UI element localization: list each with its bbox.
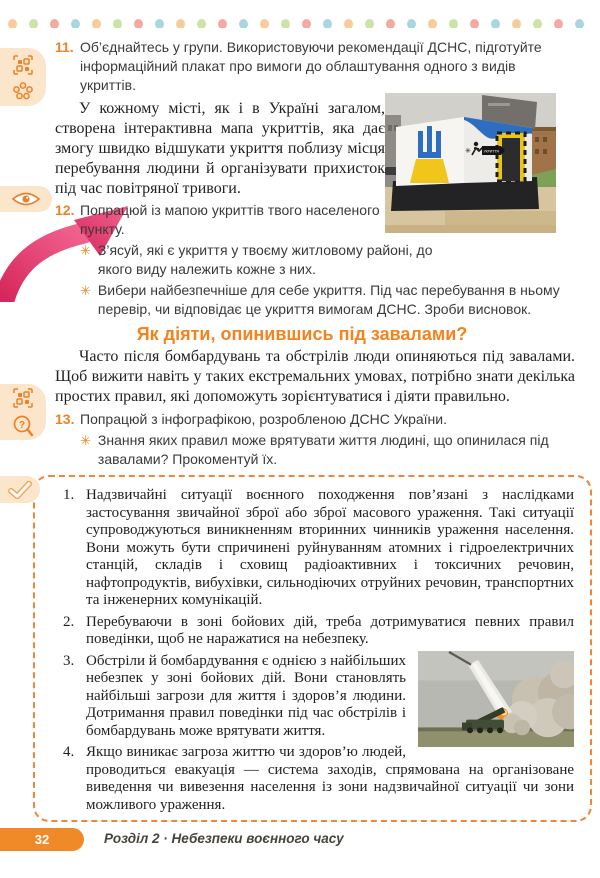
rule-item-4 bbox=[61, 744, 574, 814]
intro-map-paragraph: У кожному місті, як і в Україні загалом, створена інтерактивна мапа укриттів, яка дає змогу швидко відшукати укриття поблизу місця перебування людини й організувати прихисток під час повітряної тривоги. bbox=[55, 100, 385, 197]
task-12-bullet-1 bbox=[55, 241, 575, 279]
eye-icon bbox=[11, 191, 41, 207]
task-text: Попрацюй з інфографікою, розробленою ДСНС України. bbox=[80, 411, 447, 427]
task-text: Об’єднайтесь у групи. Використовуючи рекомендації ДСНС, підготуйте інформаційний плакат про вимоги до облаштування одного з видів укриттів. bbox=[80, 39, 542, 93]
question-search-icon bbox=[12, 414, 34, 438]
asterisk-bullet-icon: ✳ bbox=[80, 433, 91, 448]
check-icon bbox=[8, 481, 32, 499]
asterisk-bullet-icon: ✳ bbox=[80, 243, 91, 258]
rule-number: 3. bbox=[63, 652, 75, 669]
task-12 bbox=[55, 201, 575, 239]
svg-text:УКРИТТЯ: УКРИТТЯ bbox=[483, 149, 499, 154]
rule-item-1 bbox=[61, 487, 574, 610]
observe-margin-tab bbox=[0, 186, 52, 212]
rule-text: Надзвичайні ситуації воєнного походження пов’язані з наслідками застосування звичайної зброї або зброї масового ураження. Такі ситуації супроводжуються виникненням вторинних чинників ураження населення. Вони можуть бути спричинені руйнуванням атомних і гідроелектричних станцій, складів і сховищ радіоактивних і токсичних речовин, нафтопродуктів, вибухівки, сильнодіючих отруйних речовин, транспортних та інженерних комунікацій. bbox=[86, 487, 574, 608]
task-number: 13. bbox=[55, 411, 75, 427]
task-11 bbox=[55, 38, 575, 95]
task-number: 12. bbox=[55, 202, 75, 218]
rule-text: Обстріли й бомбардування є однією з найбільших небезпек у зоні бойових дій. Вони становлять найбільші загрози для життя і здоров’я людини. Дотримання правил поведінки під час обстрілів і бомбардувань може врятувати життя. bbox=[86, 652, 406, 739]
task13-margin-tab bbox=[0, 384, 46, 440]
rule-number: 1. bbox=[63, 487, 75, 503]
rules-box bbox=[33, 475, 592, 822]
qr-code-icon bbox=[12, 387, 34, 409]
page-number-badge bbox=[0, 828, 84, 851]
bullet-text: Знання яких правил може врятувати життя людині, що опинилася під завалами? Прокоментуй їх. bbox=[97, 432, 549, 467]
rule-text: Якщо виникає загроза життю чи здоров’ю людей, проводиться евакуація — система заходів, спрямована на організоване виведення чи вивезення населення із зони надзвичайної ситуації чи зони можливого ураження. bbox=[86, 744, 574, 813]
rule-number: 4. bbox=[63, 744, 75, 760]
task-12-bullet-2 bbox=[55, 281, 575, 319]
task11-margin-tab bbox=[0, 48, 46, 106]
task-text: Попрацюй із мапою укриттів твого населеного пункту. bbox=[80, 202, 380, 237]
bullet-text: З’ясуй, які є укриття у твоєму житловому районі, до якого виду належить кожне з них. bbox=[97, 242, 433, 277]
bullet-text: Вибери найбезпечніше для себе укриття. Під час перебування в ньому перевір, чи відповідає це укриття вимогам ДСНС. Зроби висновок. bbox=[97, 282, 560, 317]
rule-text: Перебуваючи в зоні бойових дій, треба дотримуватися певних правил поведінки, щоб не наражатися на небезпеку. bbox=[86, 613, 574, 647]
chapter-title: Розділ 2 · Небезпеки воєнного часу bbox=[104, 831, 344, 846]
task-number: 11. bbox=[55, 39, 74, 55]
qr-code-icon bbox=[12, 54, 34, 76]
group-work-icon bbox=[11, 81, 35, 101]
section-heading: Як діяти, опинившись під завалами? bbox=[136, 324, 468, 344]
page-number: 32 bbox=[34, 832, 50, 847]
asterisk-bullet-icon: ✳ bbox=[80, 283, 91, 298]
task-13-bullet-1 bbox=[55, 431, 575, 469]
svg-text:✳: ✳ bbox=[465, 147, 471, 155]
svg-text:?: ? bbox=[18, 419, 26, 431]
rubble-intro-paragraph: Часто після бомбардувань та обстрілів люди опиняються під завалами. Щоб вижити навіть у таких екстремальних умовах, потрібно знати декілька простих правил, які допоможуть зорієнтуватися і діяти правильно. bbox=[55, 348, 575, 405]
task-13 bbox=[55, 410, 575, 429]
rule-item-3 bbox=[61, 653, 574, 741]
rule-item-2 bbox=[61, 614, 574, 649]
rule-number: 2. bbox=[63, 613, 75, 630]
rules-margin-tab bbox=[0, 476, 40, 503]
